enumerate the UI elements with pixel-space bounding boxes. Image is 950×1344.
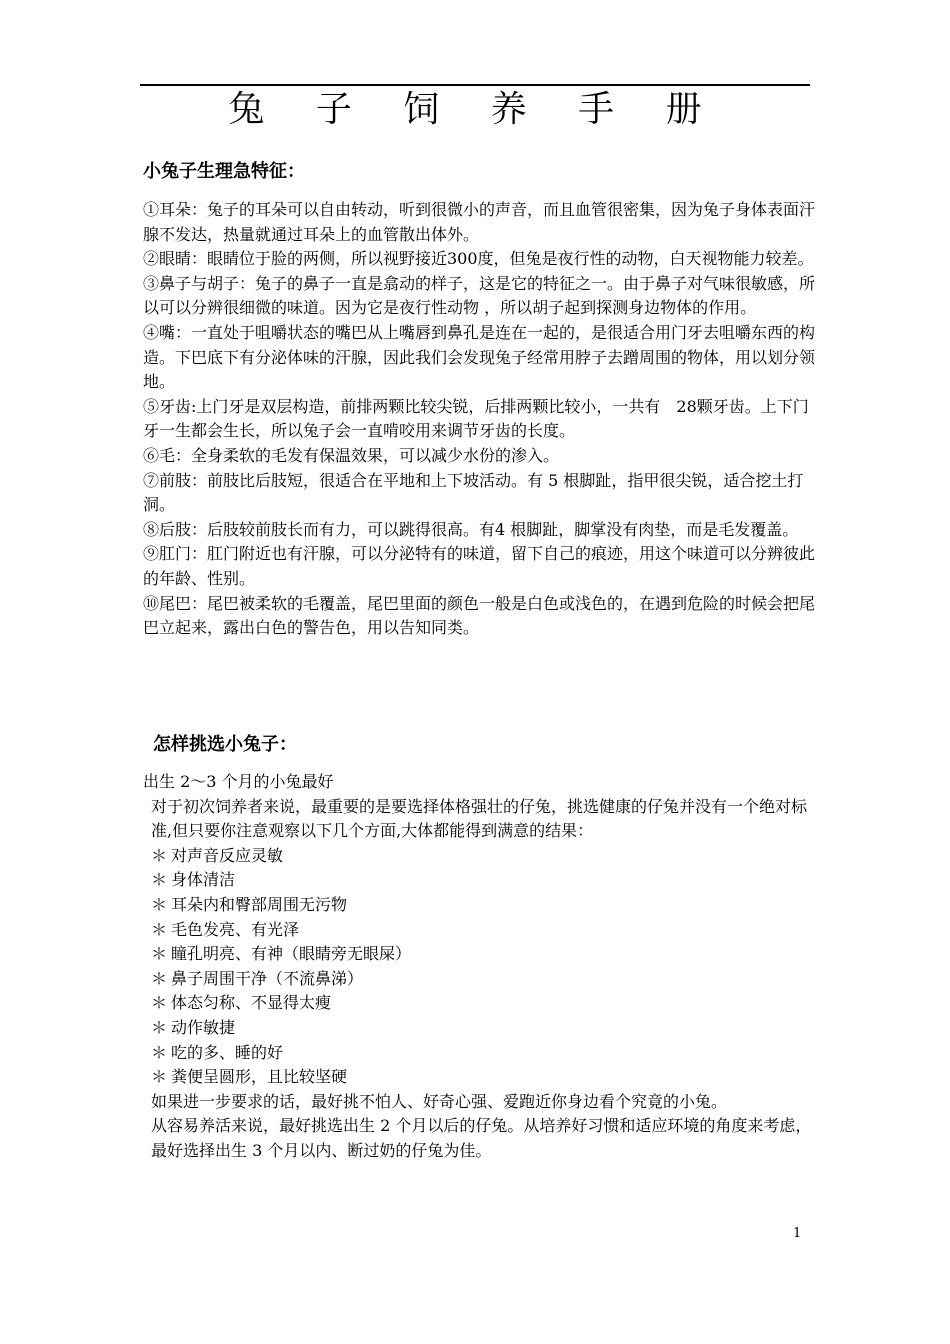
section-heading-features: 小兔子生理急特征： xyxy=(143,161,305,182)
feature-fur: ⑥毛：全身柔软的毛发有保温效果，可以减少水份的渗入。 xyxy=(143,445,560,465)
top-rule xyxy=(140,84,810,86)
page-title: 兔 子 饲 养 手 册 xyxy=(228,89,722,130)
list-item: ＊ 瞳孔明亮、有神（眼睛旁无眼屎） xyxy=(143,942,818,967)
choosing-intro: 出生 2～3 个月的小兔最好 xyxy=(143,772,334,791)
feature-hindlimbs: ⑧后肢：后肢较前肢长而有力，可以跳得很高。有4 根脚趾，脚掌没有肉垫，而是毛发覆盖。 xyxy=(143,519,799,539)
bullet-symbol: ＊ xyxy=(151,1042,168,1062)
list-item: ＊ 体态匀称、不显得太瘦 xyxy=(143,991,818,1016)
feature-tail: ⑩尾巴：尾巴被柔软的毛覆盖，尾巴里面的颜色一般是白色或浅色的，在遇到危险的时候会把尾巴立起来，露出白色的警告色，用以告知同类。 xyxy=(143,593,816,638)
bullet-symbol: ＊ xyxy=(151,919,168,939)
page-number: 1 xyxy=(793,1226,802,1241)
list-item: ＊ 毛色发亮、有光泽 xyxy=(143,918,818,943)
section-heading-choosing: 怎样挑选小兔子： xyxy=(153,734,297,755)
bullet-symbol: ＊ xyxy=(151,968,168,988)
list-item: ＊ 对声音反应灵敏 xyxy=(143,844,818,869)
checklist xyxy=(143,844,818,1090)
feature-eyes: ②眼睛：眼睛位于脸的两侧，所以视野接近300度，但兔是夜行性的动物，白天视物能力较差。 xyxy=(143,249,814,269)
closing-paragraph-1: 如果进一步要求的话，最好挑不怕人、好奇心强、爱跑近你身边看个究竟的小兔。 xyxy=(151,1091,728,1111)
feature-mouth: ④嘴：一直处于咀嚼状态的嘴巴从上嘴唇到鼻孔是连在一起的，是很适合用门牙去咀嚼东西的构造。下巴底下有分泌体味的汗腺，因此我们会发现兔子经常用脖子去蹭周围的物体，用以划分领地。 xyxy=(143,322,816,392)
bullet-symbol: ＊ xyxy=(151,944,168,964)
feature-nose: ③鼻子与胡子：兔子的鼻子一直是翕动的样子，这是它的特征之一。由于鼻子对气味很敏感，所以可以分辨很细微的味道。因为它是夜行性动物 ，所以胡子起到探测身边物体的作用。 xyxy=(143,273,816,318)
choosing-lead: 对于初次饲养者来说，最重要的是要选择体格强壮的仔兔，挑选健康的仔兔并没有一个绝对标准,但只要你注意观察以下几个方面,大体都能得到满意的结果： xyxy=(151,796,808,841)
choosing-body xyxy=(143,770,818,1164)
list-item: ＊ 身体清洁 xyxy=(143,868,818,893)
feature-ears: ①耳朵：兔子的耳朵可以自由转动，听到很微小的声音，而且血管很密集，因为兔子身体表面汗腺不发达，热量就通过耳朵上的血管散出体外。 xyxy=(143,200,816,244)
bullet-symbol: ＊ xyxy=(151,993,168,1013)
feature-anus: ⑨肛门：肛门附近也有汗腺，可以分泌特有的味道，留下自己的痕迹，用这个味道可以分辨彼此的年龄、性别。 xyxy=(143,544,816,588)
list-item: ＊ 吃的多、睡的好 xyxy=(143,1041,818,1066)
list-item: ＊ 耳朵内和臀部周围无污物 xyxy=(143,893,818,918)
list-item: ＊ 鼻子周围干净（不流鼻涕） xyxy=(143,967,818,992)
closing-paragraph-2: 从容易养活来说，最好挑选出生 2 个月以后的仔兔。从培养好习惯和适应环境的角度来考虑，最好选择出生 3 个月以内、断过奶的仔兔为佳。 xyxy=(151,1116,812,1160)
bullet-symbol: ＊ xyxy=(151,894,168,914)
list-item: ＊ 粪便呈圆形，且比较坚硬 xyxy=(143,1065,818,1090)
bullet-symbol: ＊ xyxy=(151,1017,168,1037)
list-item: ＊ 动作敏捷 xyxy=(143,1016,818,1041)
bullet-symbol: ＊ xyxy=(151,1067,168,1087)
feature-forelimbs: ⑦前肢：前肢比后肢短，很适合在平地和上下坡活动。有 5 根脚趾，指甲很尖锐，适合挖土打洞。 xyxy=(143,470,804,515)
feature-teeth: ⑤牙齿:上门牙是双层构造，前排两颗比较尖锐，后排两颗比较小，一共有 28颗牙齿。上下门牙一生都会生长，所以兔子会一直啃咬用来调节牙齿的长度。 xyxy=(143,396,809,441)
bullet-symbol: ＊ xyxy=(151,845,168,865)
bullet-symbol: ＊ xyxy=(151,870,168,890)
features-body xyxy=(143,198,818,641)
